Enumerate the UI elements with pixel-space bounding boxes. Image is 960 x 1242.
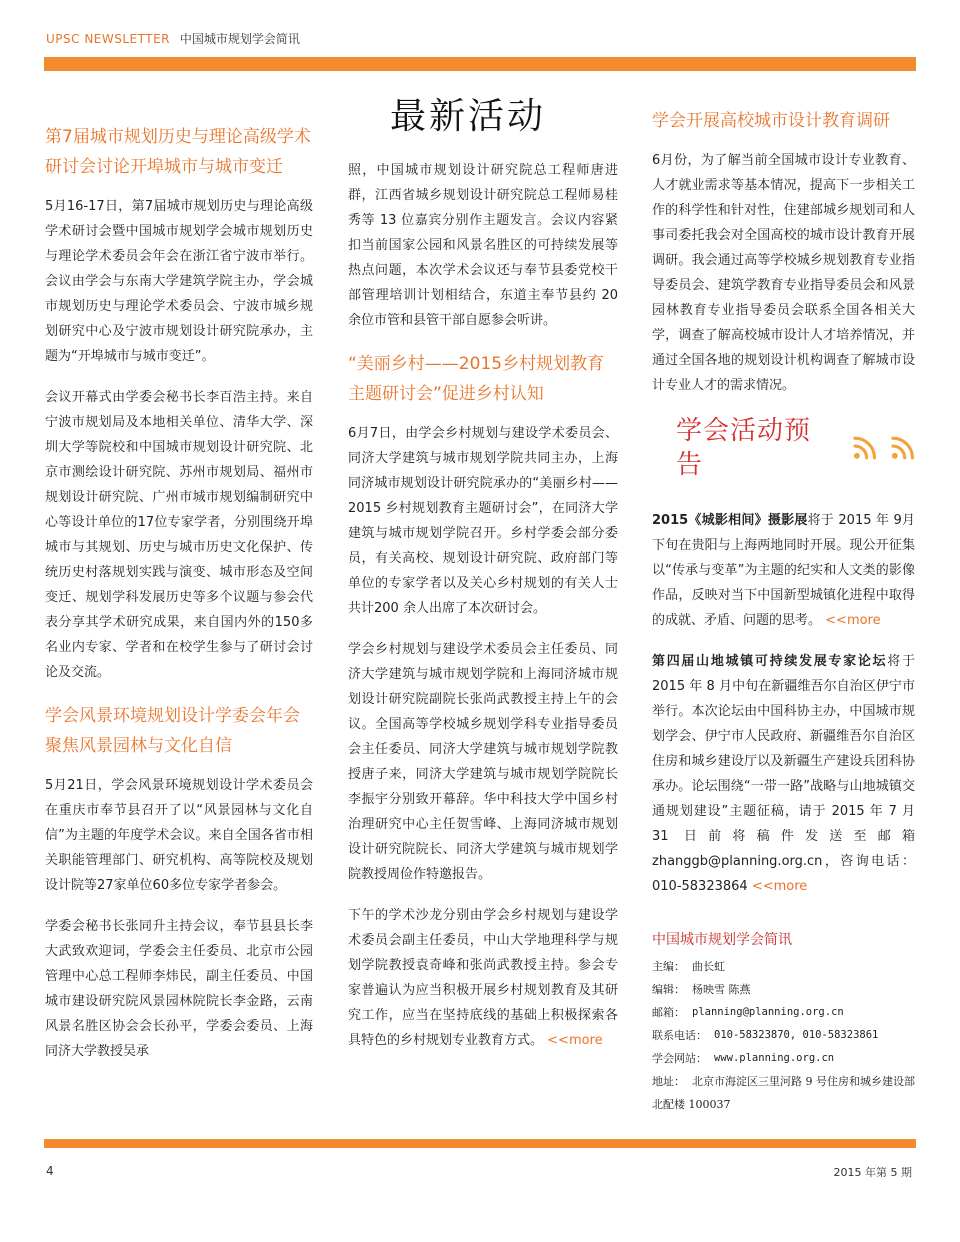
newsletter-info-box [652, 927, 915, 1116]
info-label: 编辑： [652, 983, 685, 996]
email-link[interactable]: planning@planning.org.cn [692, 1006, 844, 1018]
website-link[interactable]: www.planning.org.cn [714, 1052, 835, 1064]
running-header [46, 30, 300, 47]
article-heading: 学会开展高校城市设计教育调研 [652, 111, 890, 131]
info-value: 曲长虹 [692, 960, 725, 973]
event-text: 将于 2015 年 8 月中旬在新疆维吾尔自治区伊宁市举行。本次论坛由中国科协主办，中国城市规划学会、伊宁市人民政府、新疆维吾尔自治区住房和城乡建设厅以及新疆生产建设兵团科协承办。论坛围绕“一带一路”战略与山地城镇交通规划建设”主题征稿，请于 2015 年 7 月 31 日前将稿件发送至邮箱 zhanggb@planning.org.cn，咨询电话：010-58323864 [652, 654, 915, 894]
article-paragraph: 学委会秘书长张同升主持会议，奉节县县长李大武致欢迎词，学委会主任委员、北京市公园管理中心总工程师李炜民，副主任委员、中国城市建设研究院风景园林院院长李金路，云南风景名胜区协会会长孙平，学委会委员、上海同济大学教授吴承 [45, 919, 313, 1059]
article-paragraph: 学会乡村规划与建设学术委员会主任委员、同济大学建筑与城市规划学院和上海同济城市规划设计研究院副院长张尚武教授主持上午的会议。全国高等学校城乡规划学科专业指导委员会主任委员、同济大学建筑与城市规划学院教授唐子来，同济大学建筑与城市规划学院院长李振宇分别致开幕辞。华中科技大学中国乡村治理研究中心主任贺雪峰、上海同济城市规划设计研究院院长、同济大学建筑与城市规划学院教授周俭作特邀报告。 [348, 642, 618, 882]
event-name: 2015《城影相间》摄影展 [652, 513, 808, 528]
event-item [652, 508, 915, 633]
event-item [652, 649, 915, 899]
column-middle [348, 158, 618, 1069]
info-row-phone [652, 1024, 915, 1047]
more-link[interactable]: <<more [751, 879, 808, 894]
section-title: 最新活动 [390, 96, 547, 137]
info-value: 010-58323870, 010-58323861 [714, 1029, 879, 1041]
article-paragraph: 照，中国城市规划设计研究院总工程师唐进群，江西省城乡规划设计研究院总工程师易桂秀等 13 位嘉宾分别作主题发言。会议内容紧扣当前国家公园和风景名胜区的可持续发展等热点问题，本次学术会议还与奉节县委党校干部管理培训计划相结合，东道主奉节县约 20 余位市管和县管干部自愿参会听讲。 [348, 163, 618, 328]
rss-icon [890, 435, 915, 461]
newsletter-name-cn: 中国城市规划学会简讯 [179, 32, 300, 46]
event-text: 将于 2015 年 9月下旬在贵阳与上海两地同时开展。现公开征集以“传承与变革”为主题的纪实和人文类的影像作品，反映对当下中国新型城镇化进程中取得的成就、矛盾、问题的思考。 [652, 513, 915, 628]
info-row-editors [652, 978, 915, 1001]
event-name: 第四届山地城镇可持续发展专家论坛 [652, 654, 888, 669]
article-paragraph: 会议开幕式由学委会秘书长李百浩主持。来自宁波市规划局及本地相关单位、清华大学、深圳大学等院校和中国城市规划设计研究院、北京市测绘设计研究院、苏州市规划局、福州市规划设计研究院、广州市城市规划编制研究中心等设计单位的17位专家学者，分别围绕开埠城市与其规划、历史与城市历史文化保护、传统历史村落规划实践与演变、城市形态及空间变迁、规划学科发展历史等多个议题与参会代表分享其学术研究成果，来自国内外的150多名业内专家、学者和在校学生参与了研讨会讨论及交流。 [45, 390, 313, 680]
info-value: 北京市海淀区三里河路 9 号住房和城乡建设部北配楼 100037 [652, 1075, 915, 1111]
info-value: 杨映雪 陈燕 [692, 983, 751, 996]
issue-label: 2015 年第 5 期 [833, 1166, 912, 1179]
more-link[interactable]: <<more [547, 1033, 603, 1048]
article-heading: “美丽乡村——2015乡村规划教育主题研讨会”促进乡村认知 [348, 354, 605, 404]
info-label: 地址： [652, 1075, 685, 1088]
column-right [652, 106, 915, 1116]
column-left [45, 122, 313, 1080]
info-label: 联系电话： [652, 1029, 707, 1042]
info-row-email [652, 1001, 915, 1024]
article-paragraph: 6月7日，由学会乡村规划与建设学术委员会、同济大学建筑与城市规划学院共同主办，上海同济城市规划设计研究院承办的“美丽乡村——2015 乡村规划教育主题研讨会”，在同济大学建筑与城市规划学院召开。乡村学委会部分委员，有关高校、规划设计研究院、政府部门等单位的专家学者以及关心乡村规划的有关人士共计200 余人出席了本次研讨会。 [348, 426, 618, 616]
info-row-address [652, 1070, 915, 1116]
top-accent-bar [44, 57, 916, 71]
events-preview-title: 学会活动预告 [676, 416, 812, 480]
article-paragraph: 5月16-17日，第7届城市规划历史与理论高级学术研讨会暨中国城市规划学会城市规划历史与理论学术委员会年会在浙江省宁波市举行。会议由学会与东南大学建筑学院主办，学会城市规划历史与理论学术委员会、宁波市城乡规划研究中心及宁波市规划设计研究院承办，主题为“开埠城市与城市变迁”。 [45, 199, 313, 364]
newsletter-name: UPSC NEWSLETTER [46, 32, 171, 46]
info-label: 邮箱： [652, 1006, 685, 1019]
more-link[interactable]: <<more [825, 613, 881, 628]
article-paragraph-text: 下午的学术沙龙分别由学会乡村规划与建设学术委员会副主任委员，中山大学地理科学与规划学院教授袁奇峰和张尚武教授主持。参会专家普遍认为应当积极开展乡村规划教育及其研究工作，应当在坚持底线的基础上积极探索各具特色的乡村规划专业教育方式。 [348, 908, 618, 1048]
article-heading: 第7届城市规划历史与理论高级学术研讨会讨论开埠城市与城市变迁 [45, 127, 311, 177]
article-paragraph: 6月份，为了解当前全国城市设计专业教育、人才就业需求等基本情况，提高下一步相关工作的科学性和针对性，住建部城乡规划司和人事司委托我会对全国高校的城市设计教育开展调研。我会通过高等学校城乡规划教育专业指导委员会、建筑学教育专业指导委员会和风景园林教育专业指导委员会联系全国各相关大学，调查了解高校城市设计人才培养情况，并通过全国各地的规划设计机构调查了解城市设计专业人才的需求情况。 [652, 153, 915, 393]
rss-icon [852, 435, 877, 461]
info-label: 学会网站： [652, 1052, 707, 1065]
events-preview-header [652, 414, 915, 482]
info-title: 中国城市规划学会简讯 [652, 932, 792, 948]
article-paragraph: 5月21日，学会风景环境规划设计学术委员会在重庆市奉节县召开了以“风景园林与文化自信”为主题的年度学术会议。来自全国各省市相关职能管理部门、研究机构、高等院校及规划设计院等27家单位60多位专家学者参会。 [45, 778, 313, 893]
page-number: 4 [46, 1164, 54, 1178]
bottom-accent-bar [44, 1139, 916, 1148]
article-heading: 学会风景环境规划设计学委会年会聚焦风景园林与文化自信 [45, 706, 300, 756]
info-label: 主编： [652, 960, 685, 973]
info-row-website [652, 1047, 915, 1070]
info-row-editor [652, 955, 915, 978]
article-paragraph [348, 903, 618, 1053]
